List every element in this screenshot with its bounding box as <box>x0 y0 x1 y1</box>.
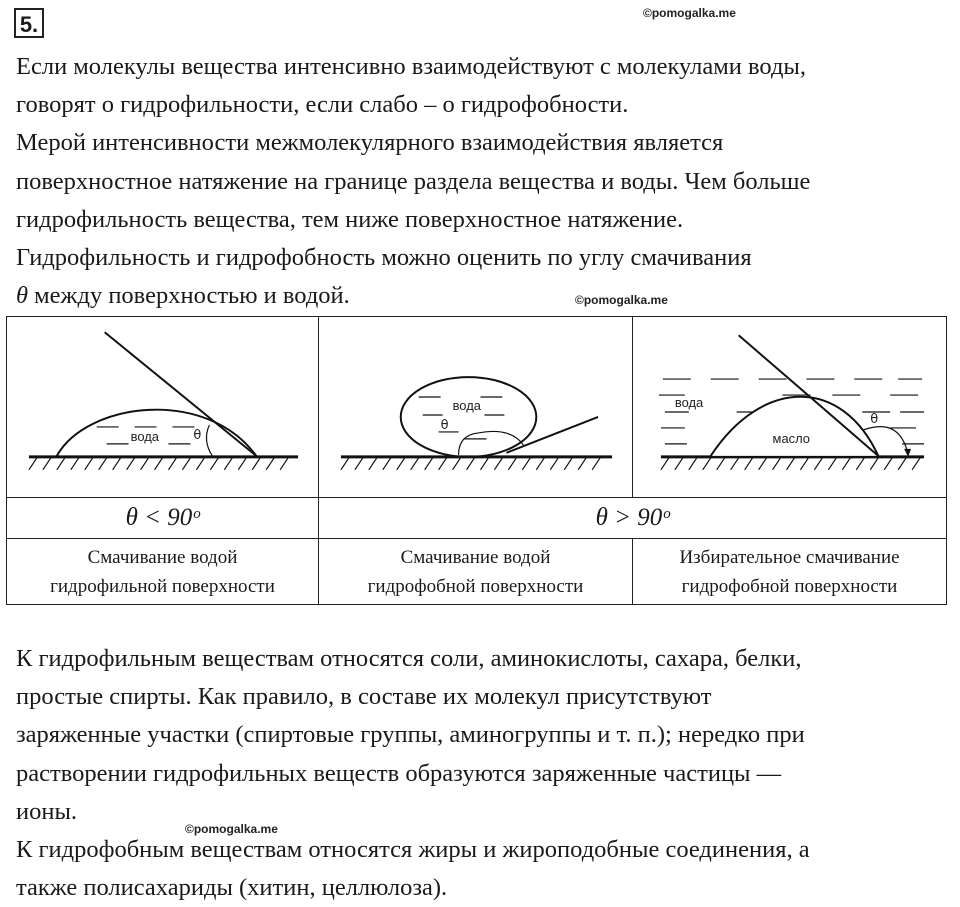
description-line: гидрофобной поверхности <box>367 575 584 597</box>
description-cell <box>633 539 947 605</box>
selective-wetting-figure <box>633 317 947 498</box>
text-line <box>16 277 946 315</box>
text-line: ионы. <box>16 797 78 825</box>
text-line: простые спирты. Как правило, в составе их молекул присутствуют <box>16 683 712 711</box>
text-line: Если молекулы вещества интенсивно взаимодействуют с молекулами воды, <box>16 53 807 80</box>
hydrophobic-wetting-figure <box>319 317 633 498</box>
text-line: заряженные участки (спиртовые группы, аминогруппы и т. п.); нередко при <box>16 721 805 749</box>
text-line: растворении гидрофильных веществ образуются заряженные частицы — <box>16 759 782 787</box>
watermark: ©pomogalka.me <box>185 822 278 836</box>
description-cell <box>319 539 633 605</box>
watermark: ©pomogalka.me <box>643 6 736 20</box>
description-line: гидрофильной поверхности <box>50 575 275 597</box>
hydrophobic-wetting-diagram <box>319 317 632 497</box>
oil-label: масло <box>772 430 811 446</box>
theta-symbol: θ <box>16 282 29 310</box>
watermark: ©pomogalka.me <box>575 293 668 307</box>
hydrophilic-wetting-diagram <box>7 317 318 497</box>
text-line: К гидрофильным веществам относятся соли, аминокислоты, сахара, белки, <box>16 645 802 672</box>
intro-paragraph <box>16 48 946 315</box>
water-label: вода <box>130 428 159 444</box>
description-line: Смачивание водой <box>87 546 238 568</box>
text-fragment: между поверхностью и водой. <box>28 282 350 310</box>
description-cell <box>7 539 319 605</box>
text-line: К гидрофобным веществам относятся жиры и жироподобные соединения, а <box>16 836 810 864</box>
text-line: Мерой интенсивности межмолекулярного взаимодействия является <box>16 129 724 157</box>
angle-theta-label: θ <box>440 417 449 433</box>
text-line: Гидрофильность и гидрофобность можно оценить по углу смачивания <box>16 244 752 272</box>
selective-wetting-diagram <box>633 317 946 497</box>
text-line: гидрофильность вещества, тем ниже поверхностное натяжение. <box>16 205 684 233</box>
task-number: 5. <box>14 8 44 38</box>
angle-theta-label: θ <box>193 427 202 443</box>
description-line: Смачивание водой <box>400 546 551 568</box>
text-line: также полисахариды (хитин, целлюлоза). <box>16 874 448 902</box>
hydrophilic-wetting-figure <box>7 317 319 498</box>
condition-acute-angle: θ < 90ᵒ <box>7 498 319 539</box>
angle-theta-label: θ <box>870 411 879 427</box>
text-line: поверхностное натяжение на границе раздела вещества и воды. Чем больше <box>16 167 811 195</box>
water-label: вода <box>452 397 481 413</box>
water-label: вода <box>674 395 704 410</box>
description-line: Избирательное смачивание <box>679 546 900 568</box>
text-line: говорят о гидрофильности, если слабо – о гидрофобности. <box>16 91 629 119</box>
description-line: гидрофобной поверхности <box>681 575 898 597</box>
condition-obtuse-angle: θ > 90ᵒ <box>319 498 947 539</box>
wetting-table <box>6 316 947 605</box>
body-paragraph <box>16 640 946 907</box>
